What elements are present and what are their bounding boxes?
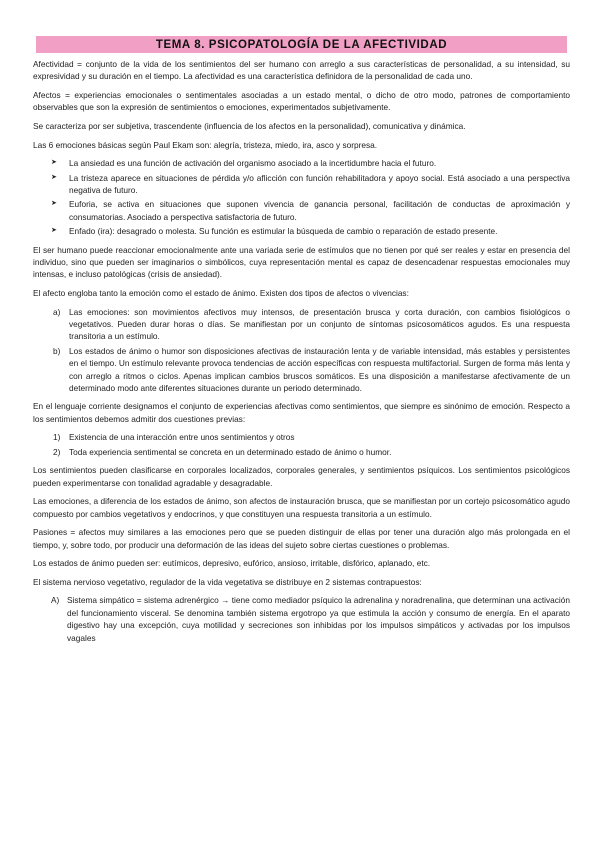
paragraph-diferencia: Las emociones, a diferencia de los estados de ánimo, son afectos de instauración brusca, que se manifiestan por un cortejo psicosomático agudo compuesto por cambios vegetativos y endocrinos, y que constituyen una respuesta transitoria a un estímulo. — [33, 496, 570, 519]
list-item: 2) Toda experiencia sentimental se concreta en un determinado estado de ánimo o humor. — [53, 446, 392, 457]
paragraph-reaccionar: El ser humano puede reaccionar emocionalmente ante una variada serie de estímulos que no tienen por qué ser reales y estar en presencia del individuo, sino que pueden ser imaginarios o simbólicos, cuya representación mental es capaz de desencadenar respuestas emocionales muy intensas, e incluso patológicas (crisis de ansiedad). — [33, 244, 570, 280]
page-title: TEMA 8. PSICOPATOLOGÍA DE LA AFECTIVIDAD — [155, 38, 448, 51]
paragraph-estados: Los estados de ánimo pueden ser: eutímicos, depresivo, eufórico, ansioso, irritable, disfórico, aplanado, etc. — [33, 558, 431, 569]
list-item: 1) Existencia de una interacción entre unos sentimientos y otros — [53, 432, 295, 443]
list-item: ➤ La ansiedad es una función de activación del organismo asociado a la incertidumbre hacia el futuro. — [51, 158, 437, 169]
list-item: ➤ La tristeza aparece en situaciones de pérdida y/o aflicción con función rehabilitadora y apoyo social. Está asociado a una perspectiva negativa de futuro. — [51, 172, 570, 195]
list-item: a) Las emociones: son movimientos afectivos muy intensos, de presentación brusca y corta duración, con cambios fisiológicos o vegetativos. Pueden durar horas o días. Se manifiestan por un conjunto de síntomas psicosomáticos agudos. Es una respuesta transitoria a un estímulo. — [53, 306, 570, 342]
arrow-bullet-icon: ➤ — [51, 200, 57, 208]
paragraph-pasiones: Pasiones = afectos muy similares a las emociones pero que se pueden distinguir de ellas por tener una duración algo más prolongada en el tiempo, y, sobre todo, por producir una deformación de las ideas del sujeto sobre ciertas cuestiones o problemas. — [33, 527, 570, 550]
title-banner — [36, 36, 567, 53]
paragraph-caracteriza: Se caracteriza por ser subjetiva, trascendente (influencia de los afectos en la personalidad), comunicativa y dinámica. — [33, 121, 466, 131]
paragraph-lenguaje: En el lenguaje corriente designamos el conjunto de experiencias afectivas como sentimientos, que siempre es sinónimo de emoción. Respecto a los sentimientos debemos admitir dos cuestiones previas: — [33, 401, 570, 424]
paragraph-engloba: El afecto engloba tanto la emoción como el estado de ánimo. Existen dos tipos de afectos o vivencias: — [33, 288, 409, 299]
paragraph-ekam: Las 6 emociones básicas según Paul Ekam son: alegría, tristeza, miedo, ira, asco y sorpresa. — [33, 139, 378, 150]
paragraph-clasificarse: Los sentimientos pueden clasificarse en corporales localizados, corporales generales, y sentimientos psíquicos. Los sentimientos psicológicos pueden experimentarse con tonalidad agradable y desagradable. — [33, 465, 570, 488]
systems-list — [33, 594, 570, 644]
arrow-bullet-icon: ➤ — [51, 227, 57, 235]
questions-list — [33, 431, 570, 458]
basic-emotions-list — [33, 157, 570, 237]
list-item: A) Sistema simpático = sistema adrenérgico → tiene como mediador psíquico la adrenalina y noradrenalina, que determinan una activación del funcionamiento visceral. Se denomina también sistema ergotropo ya que estimula la acción y consumo de energía. En el aparato digestivo hay una excepción, cuya motilidad y secreciones son inhibidas por los impulsos simpáticos y activadas por los impulsos vagales — [51, 595, 570, 643]
paragraph-afectividad: Afectividad = conjunto de la vida de los sentimientos del ser humano con arreglo a sus características de personalidad, a su intensidad, su expresividad y su duración en el tiempo. La afectividad es una característica definidora de la personalidad de cada uno. — [33, 59, 570, 82]
arrow-bullet-icon: ➤ — [51, 173, 57, 181]
list-item: b) Los estados de ánimo o humor son disposiciones afectivas de instauración lenta y de variable intensidad, más estables y persistentes en el tiempo. Un estímulo relevante provoca tendencias de acción específicas con respuesta multifactorial. Surgen de forma más lenta y con arreglo a ritmos o ciclos. Apenas implican cambios bruscos somáticos. Es una disposición a manifestarse afectivamente de un determinado modo ante diferentes situaciones durante un periodo determinado. — [53, 345, 570, 394]
paragraph-sistema: El sistema nervioso vegetativo, regulador de la vida vegetativa se distribuye en 2 sistemas contrapuestos: — [33, 576, 422, 587]
list-item: ➤ Euforia, se activa en situaciones que suponen vivencia de ganancia personal, facilitación de conductas de aproximación y consumatorias. Asociado a perspectiva satisfactoria de futuro. — [51, 199, 570, 222]
affect-types-list — [33, 306, 570, 395]
paragraph-afectos: Afectos = experiencias emocionales o sentimentales asociadas a un estado mental, o dicho de otro modo, patrones de comportamiento observables que son la expresión de sentimientos o emociones, experimentados subjetivamente. — [33, 90, 570, 113]
list-item: ➤ Enfado (ira): desagrado o molesta. Su función es estimular la búsqueda de cambio o reparación de estado presente. — [51, 226, 498, 237]
arrow-bullet-icon: ➤ — [51, 159, 57, 167]
